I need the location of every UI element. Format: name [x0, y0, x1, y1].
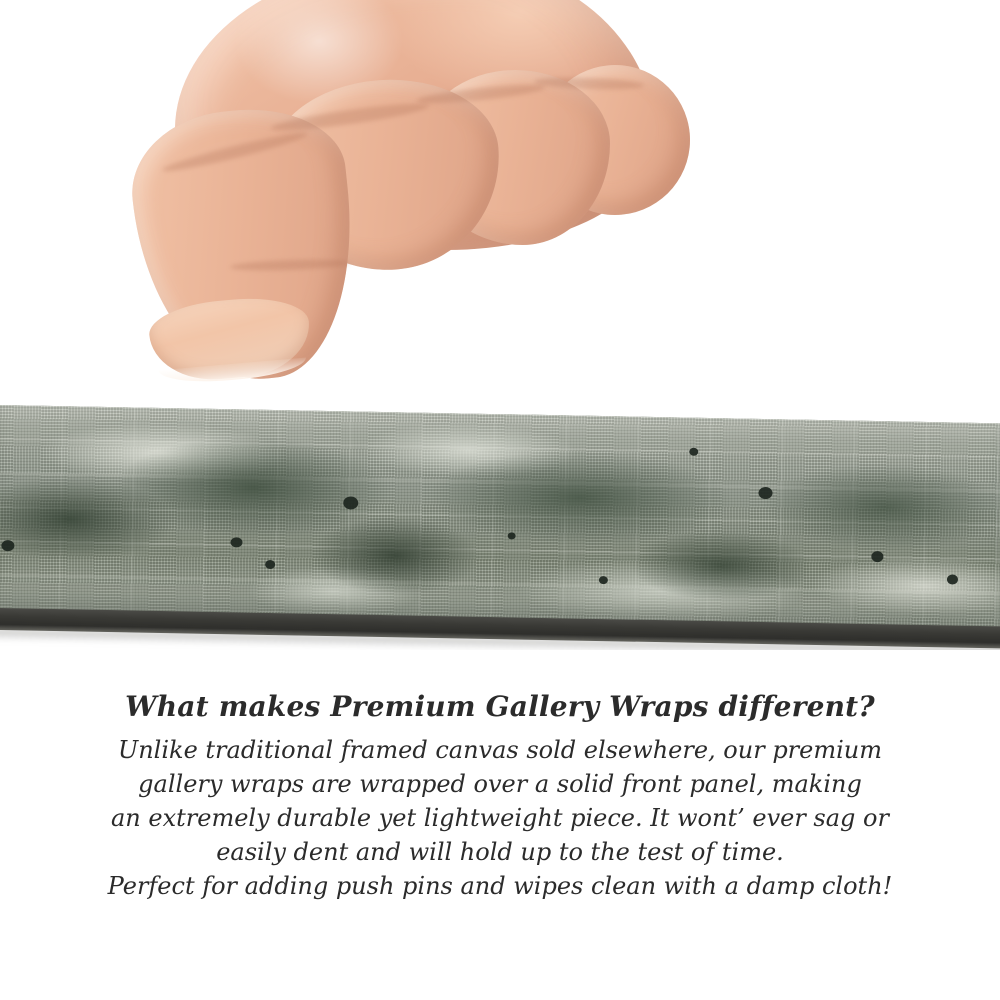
canvas-speck [265, 560, 275, 569]
canvas-speck [1, 540, 14, 551]
canvas-speck [599, 576, 608, 584]
canvas-speck [689, 448, 698, 456]
caption-line-2: gallery wraps are wrapped over a solid front panel, making [138, 770, 862, 799]
canvas-speck [947, 574, 958, 584]
canvas-wrap-edge-icon [0, 405, 1000, 650]
canvas-speck [758, 487, 772, 499]
caption-line-3: an extremely durable yet lightweight piece. It wont’ ever sag or [111, 804, 889, 833]
canvas-speck [508, 532, 516, 539]
canvas-speck [343, 496, 358, 509]
canvas-speck [871, 551, 883, 562]
canvas-speck [230, 537, 242, 547]
hand-pressing-icon [120, 0, 680, 430]
caption-block [0, 690, 1000, 903]
caption-title: What makes Premium Gallery Wraps different? [125, 690, 875, 723]
canvas-print-surface [0, 405, 1000, 629]
caption-line-4: easily dent and will hold up to the test of time. [216, 838, 784, 867]
caption-line-5: Perfect for adding push pins and wipes clean with a damp cloth! [107, 872, 893, 901]
caption-line-1: Unlike traditional framed canvas sold elsewhere, our premium [117, 736, 882, 764]
